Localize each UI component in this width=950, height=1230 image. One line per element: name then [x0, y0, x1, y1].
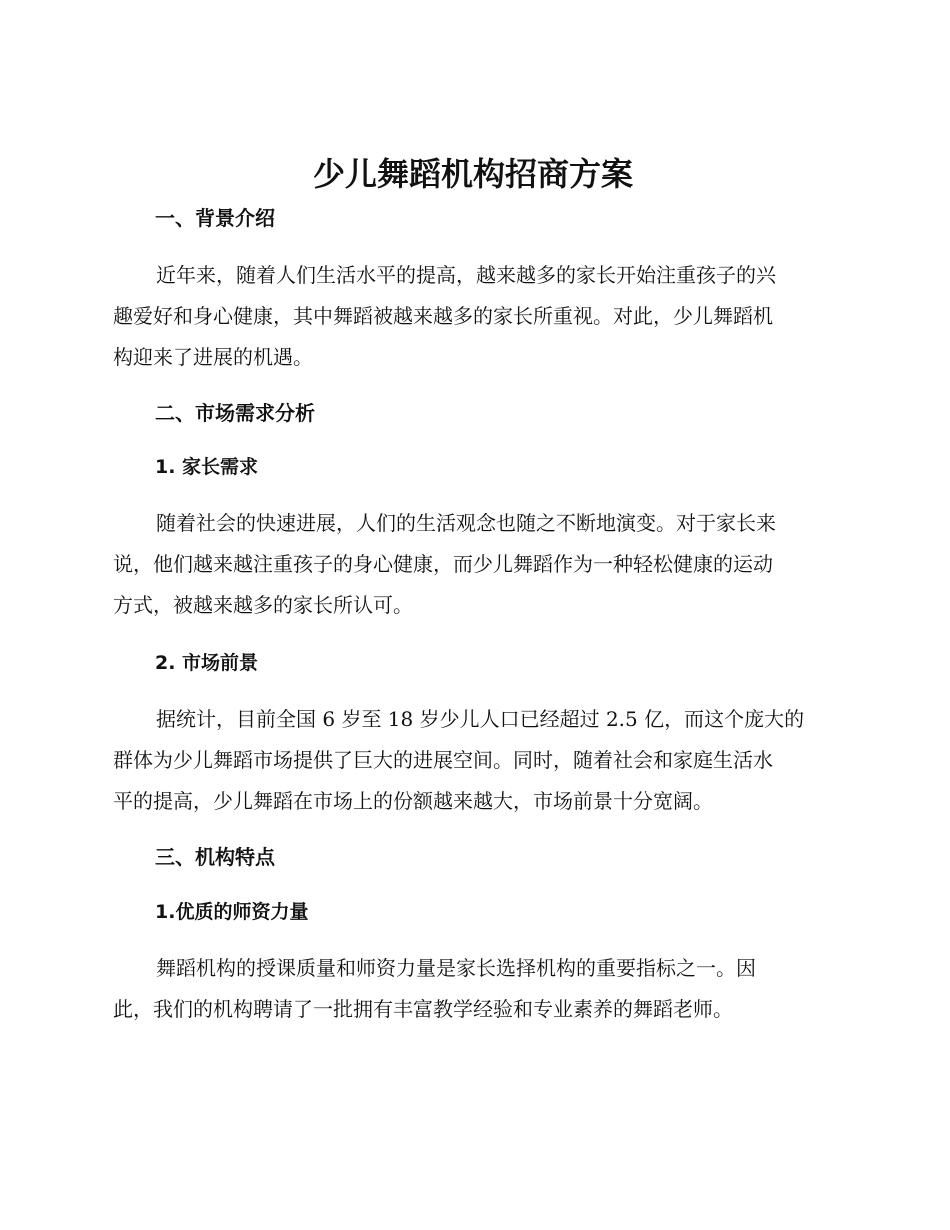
paragraph-line: 此，我们的机构聘请了一批拥有丰富教学经验和专业素养的舞蹈老师。: [113, 997, 733, 1021]
paragraph-line: 据统计，目前全国 6 岁至 18 岁少儿人口已经超过 2.5 亿，而这个庞大的: [156, 707, 805, 731]
subsection-heading-market-prospect: 2. 市场前景: [155, 652, 259, 674]
paragraph-line: 近年来，随着人们生活水平的提高，越来越多的家长开始注重孩子的兴: [156, 263, 776, 287]
document-title: 少儿舞蹈机构招商方案: [312, 155, 633, 193]
paragraph-line: 舞蹈机构的授课质量和师资力量是家长选择机构的重要指标之一。因: [156, 956, 756, 980]
paragraph-line: 随着社会的快速进展，人们的生活观念也随之不断地演变。对于家长来: [156, 511, 776, 535]
section-heading-market-analysis: 二、市场需求分析: [155, 401, 315, 425]
paragraph-line: 构迎来了进展的机遇。: [113, 345, 313, 369]
paragraph-line: 平的提高，少儿舞蹈在市场上的份额越来越大，市场前景十分宽阔。: [113, 789, 713, 813]
paragraph-line: 说，他们越来越注重孩子的身心健康，而少儿舞蹈作为一种轻松健康的运动: [113, 552, 773, 576]
paragraph-background: [113, 255, 833, 378]
section-heading-institution-features: 三、机构特点: [155, 845, 275, 869]
paragraph-market-prospect: [113, 699, 833, 822]
subsection-heading-parent-demand: 1. 家长需求: [155, 456, 259, 478]
subsection-heading-teaching-staff: 1.优质的师资力量: [155, 901, 309, 923]
paragraph-line: 群体为少儿舞蹈市场提供了巨大的进展空间。同时，随着社会和家庭生活水: [113, 748, 773, 772]
paragraph-teaching-staff: [113, 948, 833, 1030]
paragraph-line: 方式，被越来越多的家长所认可。: [113, 593, 413, 617]
paragraph-parent-demand: [113, 503, 833, 626]
paragraph-line: 趣爱好和身心健康，其中舞蹈被越来越多的家长所重视。对此，少儿舞蹈机: [113, 304, 773, 328]
section-heading-background: 一、背景介绍: [155, 206, 275, 230]
